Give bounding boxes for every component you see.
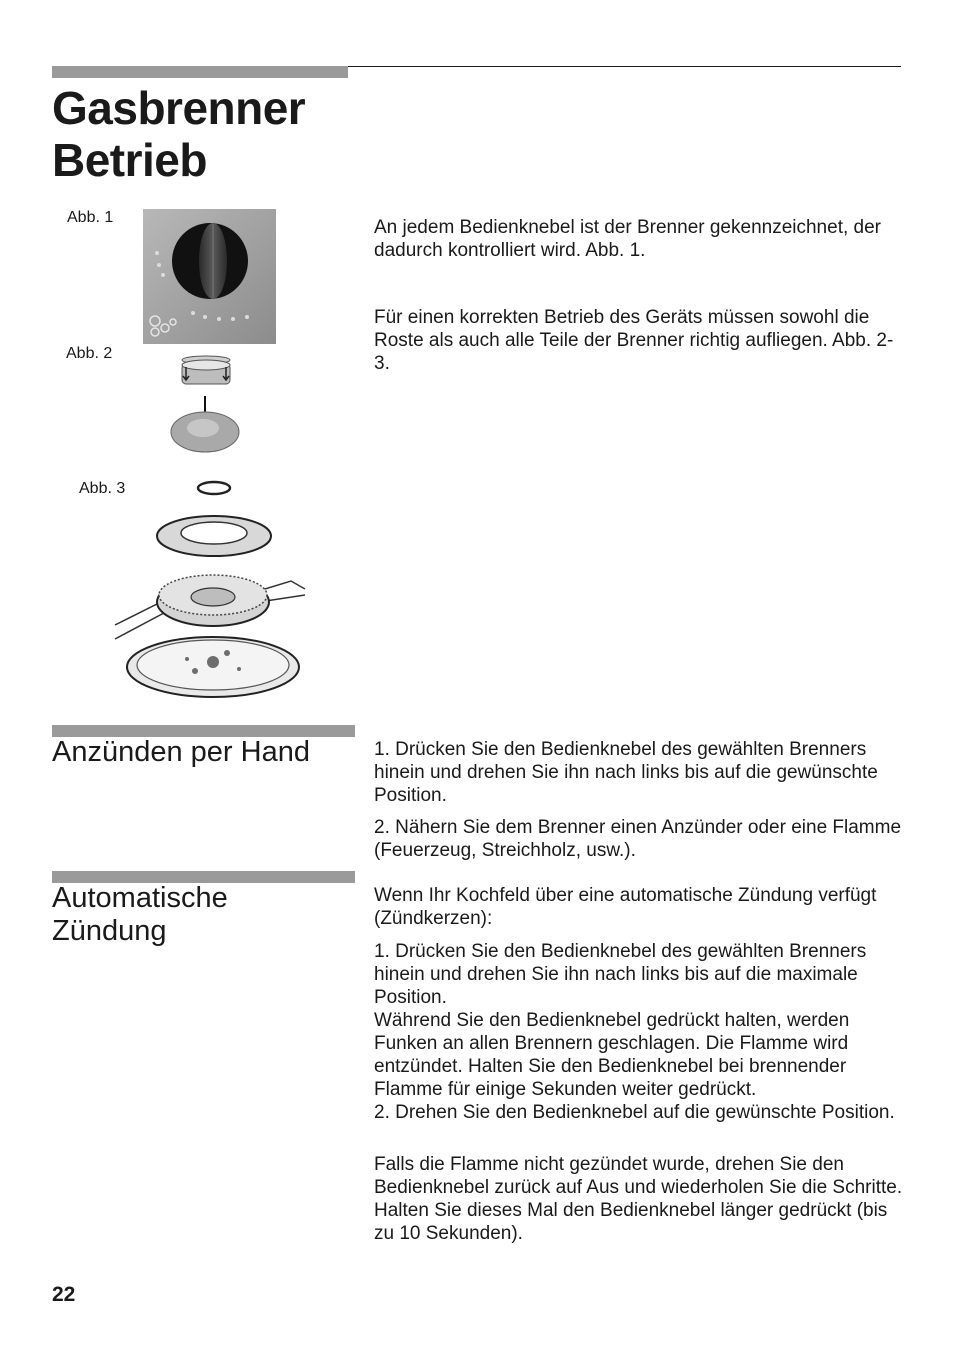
burner-parts-exploded-figure (115, 477, 307, 707)
fig1-label: Abb. 1 (67, 209, 114, 226)
control-knob-figure (143, 209, 276, 344)
intro-paragraph-2: Für einen korrekten Betrieb des Geräts müssen sowohl die Roste als auch alle Teile der Brenner richtig aufliegen. Abb. 2-3. (374, 307, 894, 374)
section-heading-manual: Anzünden per Hand (52, 736, 310, 768)
burner-assembly-figure (165, 352, 260, 457)
automatic-paragraph-1: Wenn Ihr Kochfeld über eine automatische Zündung verfügt (Zündkerzen): (374, 885, 877, 929)
fig2-label: Abb. 2 (66, 345, 113, 362)
automatic-step-2: 2. Drehen Sie den Bedienknebel auf die gewünschte Position. (374, 1102, 895, 1123)
section-heading-automatic: Automatische Zündung (52, 882, 228, 947)
page-title: Gasbrenner Betrieb (52, 82, 306, 186)
title-bar (52, 66, 348, 78)
manual-step-2: 2. Nähern Sie dem Brenner einen Anzünder oder eine Flamme (Feuerzeug, Streichholz, usw.). (374, 817, 902, 861)
intro-paragraph-1: An jedem Bedienknebel ist der Brenner gekennzeichnet, der dadurch kontrolliert wird. Abb. 1. (374, 217, 881, 261)
automatic-step-1: 1. Drücken Sie den Bedienknebel des gewählten Brenners hinein und drehen Sie ihn nach links bis auf die maximale Position. (374, 941, 867, 1008)
page-number: 22 (52, 1283, 76, 1306)
fig3-label: Abb. 3 (79, 480, 126, 497)
automatic-step-note: Während Sie den Bedienknebel gedrückt halten, werden Funken an allen Brennern geschlagen. Die Flamme wird entzündet. Halten Sie den Bedienknebel bei brennender Flamme für einige Sekunden weiter gedrückt. (374, 1010, 850, 1100)
automatic-paragraph-3: Falls die Flamme nicht gezündet wurde, drehen Sie den Bedienknebel zurück auf Aus und wiederholen Sie die Schritte. Halten Sie dieses Mal den Bedienknebel länger gedrückt (bis zu 10 Sekunden). (374, 1154, 903, 1244)
header-rule (348, 66, 901, 67)
automatic-paragraph-2 (374, 940, 904, 1124)
manual-step-1: 1. Drücken Sie den Bedienknebel des gewählten Brenners hinein und drehen Sie ihn nach links bis auf die gewünschte Position. (374, 739, 878, 806)
